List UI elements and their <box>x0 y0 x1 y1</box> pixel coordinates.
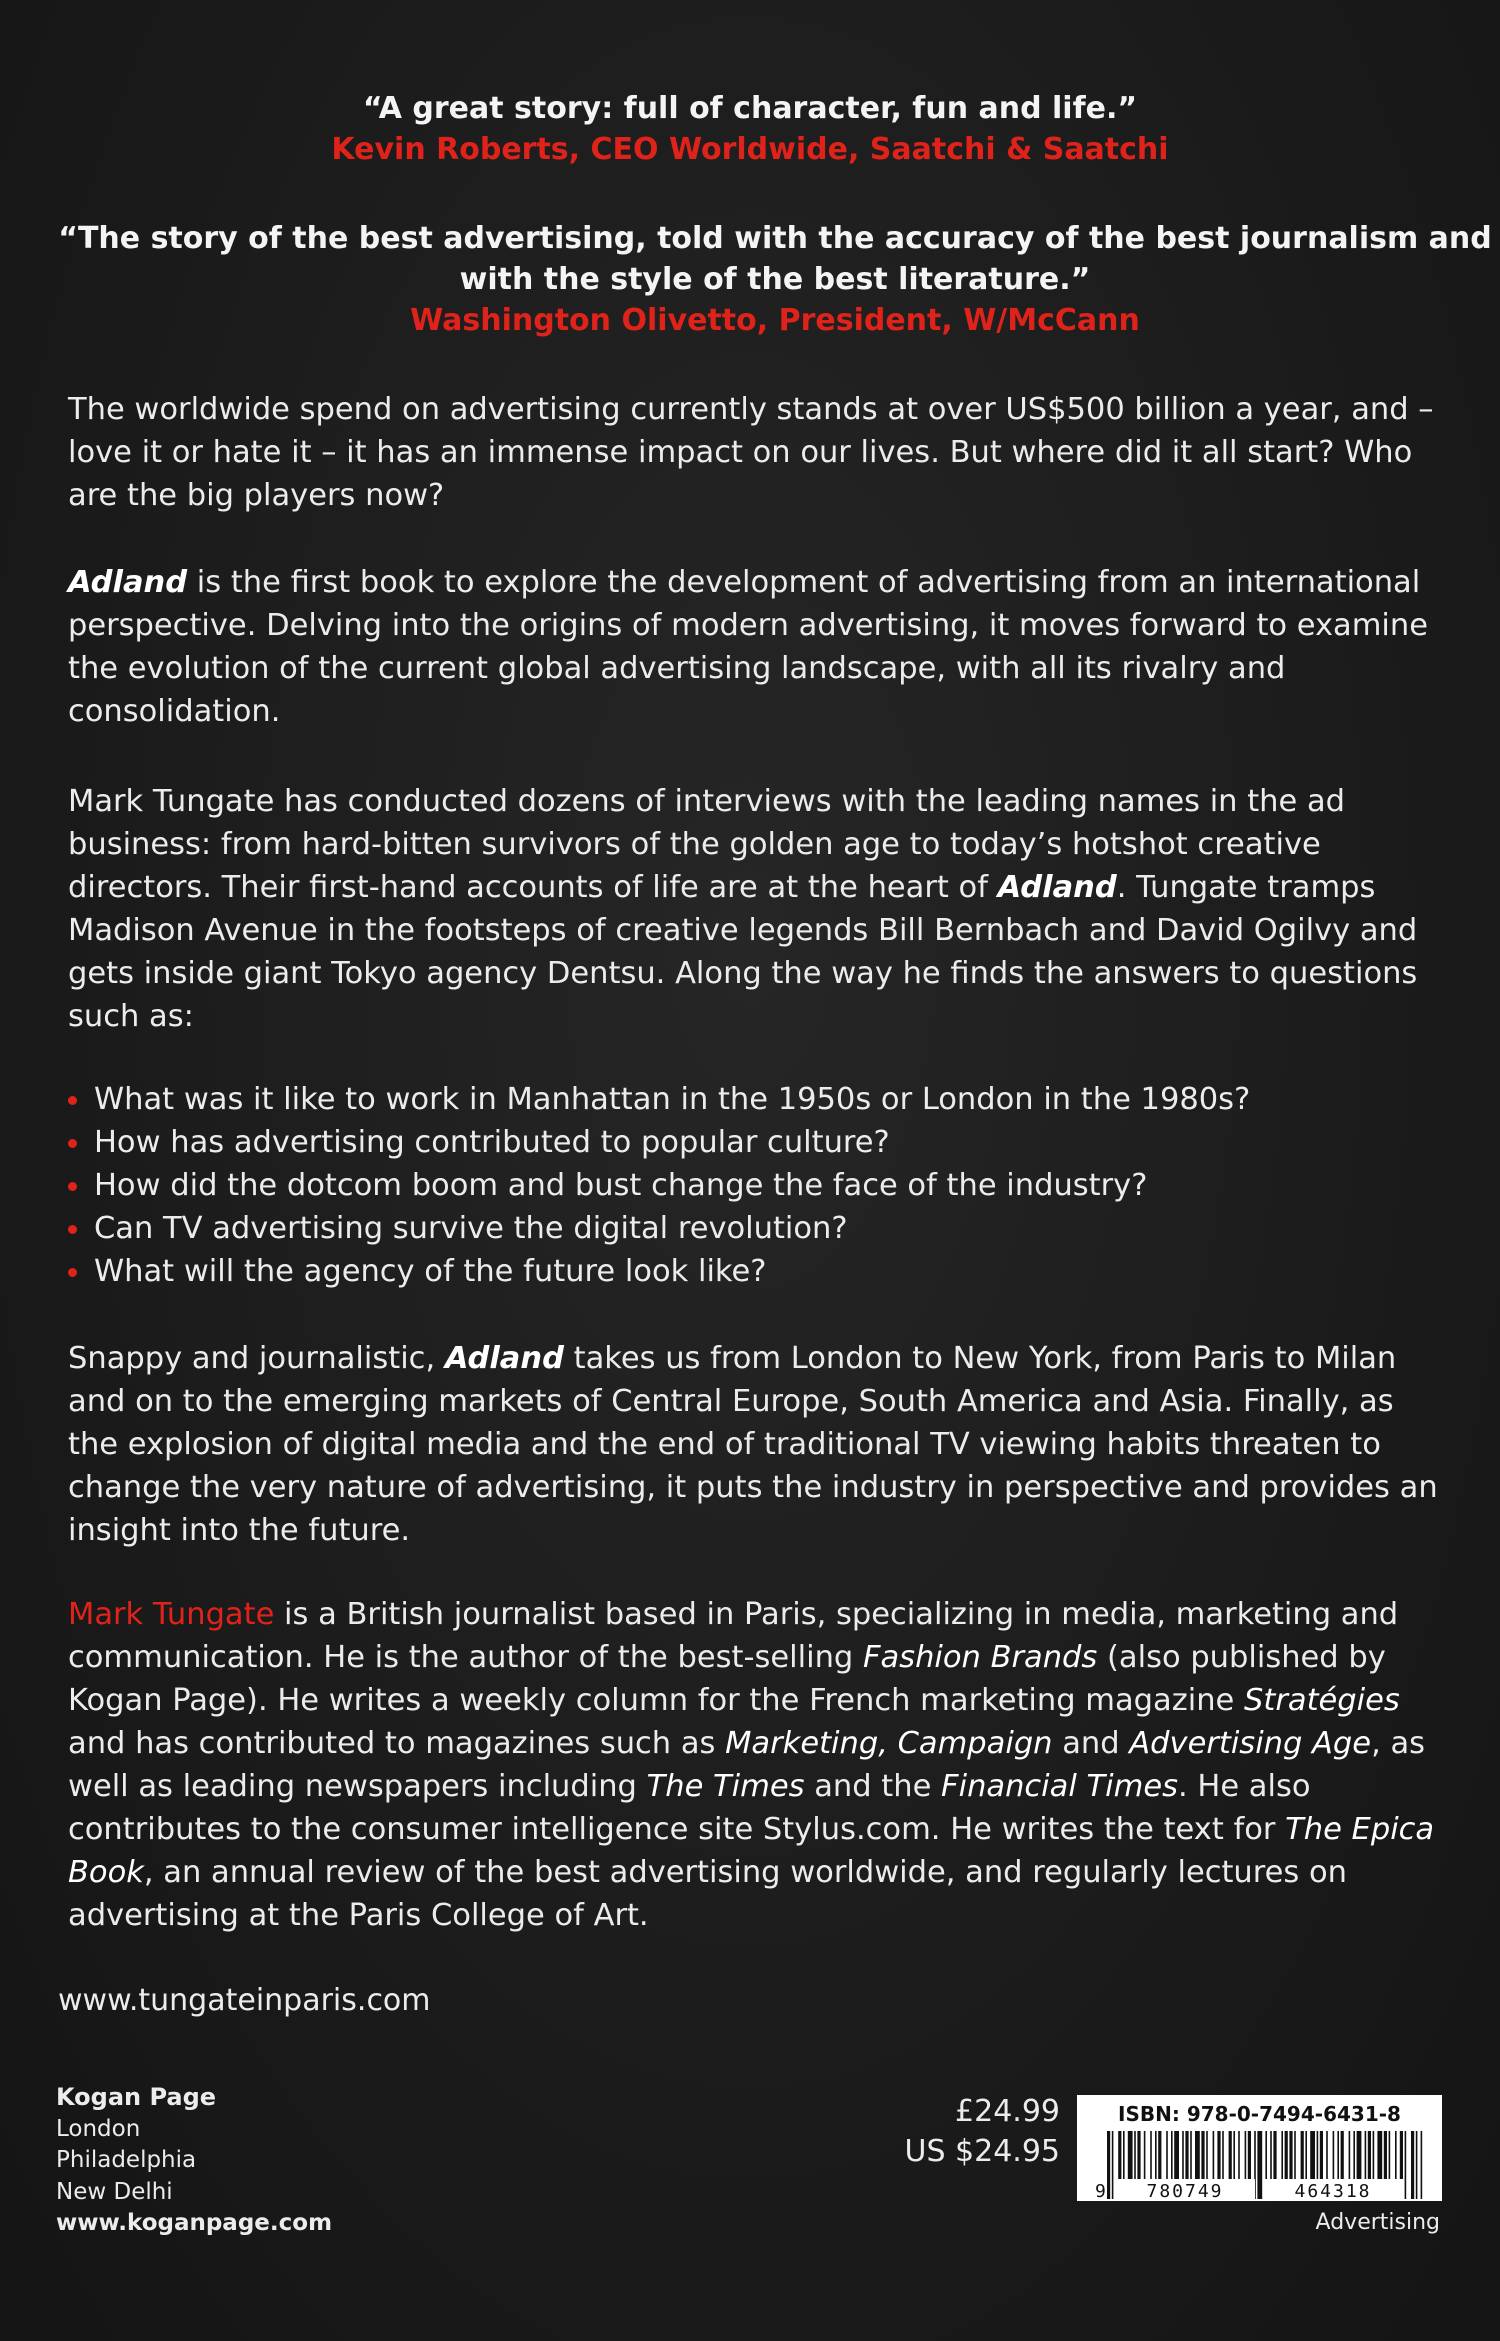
bio-title: Financial Times <box>941 1769 1178 1804</box>
barcode-bar <box>1257 2131 1262 2199</box>
description-paragraph <box>68 561 1453 733</box>
list-item <box>66 1207 1451 1250</box>
list-item <box>66 1250 1451 1293</box>
publisher-url: www.koganpage.com <box>56 2210 333 2236</box>
bullet-icon <box>68 1182 77 1191</box>
quote-2-text-line1: “The story of the best advertising, told with the accuracy of the best journalism and <box>58 221 1492 256</box>
barcode-bar <box>1405 2131 1407 2199</box>
author-website: www.tungateinparis.com <box>58 1983 431 2018</box>
barcode-left-digits: 780749 <box>1146 2181 1224 2199</box>
book-title: Adland <box>997 870 1117 905</box>
bullet-icon <box>68 1139 77 1148</box>
question-text: How has advertising contributed to popular culture? <box>94 1125 890 1160</box>
list-item <box>66 1121 1451 1164</box>
description-text: is the first book to explore the development of advertising from an international perspective. Delving into the origins of modern advertising, it moves forward to examine the evolution of the current global advertising landscape, with all its rivalry and consolidation. <box>68 565 1429 729</box>
barcode-bar <box>1107 2131 1110 2199</box>
barcode-bar <box>1112 2131 1114 2199</box>
quote-1-attribution: Kevin Roberts, CEO Worldwide, Saatchi & Saatchi <box>331 132 1169 167</box>
bullet-icon <box>68 1268 77 1277</box>
questions-list <box>66 1078 1451 1293</box>
question-text: Can TV advertising survive the digital revolution? <box>94 1211 848 1246</box>
bio-text: and has contributed to magazines such as <box>68 1726 726 1761</box>
category-label: Advertising <box>1315 2210 1440 2235</box>
isbn-label: ISBN: 978-0-7494-6431-8 <box>1118 2102 1401 2126</box>
bio-text: , as well as leading newspapers including <box>68 1726 1426 1804</box>
author-name: Mark Tungate <box>68 1597 275 1632</box>
quote-2-attribution: Washington Olivetto, President, W/McCann <box>410 303 1140 338</box>
publisher-city: Philadelphia <box>56 2147 197 2173</box>
bio-title: The Epica Book <box>68 1812 1435 1890</box>
barcode-bar <box>1411 2131 1414 2199</box>
list-item <box>66 1078 1451 1121</box>
summary-text-1: Snappy and journalistic, <box>68 1341 445 1376</box>
summary-text-2: takes us from London to New York, from Paris to Milan and on to the emerging markets of Central Europe, South America and Asia. Finally, as the explosion of digital media and the end of traditional TV viewing habits threaten to change the very nature of advertising, it puts the industry in perspective and provides an insight into the future. <box>68 1341 1438 1548</box>
quote-1 <box>0 88 1500 170</box>
price-us: US $24.95 <box>904 2134 1060 2169</box>
barcode-bar <box>1421 2131 1423 2199</box>
publisher-city: London <box>56 2115 141 2142</box>
bio-text: , an annual review of the best advertising worldwide, and regularly lectures on advertising at the Paris College of Art. <box>68 1855 1347 1933</box>
quote-1-text: “A great story: full of character, fun and life.” <box>362 91 1138 126</box>
barcode <box>1077 2095 1442 2201</box>
question-text: How did the dotcom boom and bust change the face of the industry? <box>94 1168 1148 1203</box>
quote-2 <box>0 218 1500 341</box>
interviews-text-1: Mark Tungate has conducted dozens of interviews with the leading names in the ad business: from hard-bitten survivors of the golden age to today’s hotshot creative directors. Their first-hand accounts of life are at the heart of <box>68 784 1346 905</box>
bio-text: . He also contributes to the consumer intelligence site Stylus.com. He writes the text for <box>68 1769 1311 1847</box>
bio-title: Fashion Brands <box>862 1640 1098 1675</box>
bio-text: (also published by Kogan Page). He writes a weekly column for the French marketing magazine <box>68 1640 1386 1718</box>
bio-title: Stratégies <box>1244 1683 1400 1718</box>
summary-paragraph <box>68 1337 1453 1552</box>
quote-2-text-line2: with the style of the best literature.” <box>459 262 1091 297</box>
question-text: What was it like to work in Manhattan in the 1950s or London in the 1980s? <box>94 1082 1251 1117</box>
barcode-bar <box>1416 2131 1418 2199</box>
book-title: Adland <box>444 1341 564 1376</box>
book-title: Adland <box>68 565 188 600</box>
bio-title: Marketing, Campaign <box>725 1726 1053 1761</box>
barcode-right-digits: 464318 <box>1294 2181 1372 2199</box>
bio-text: and the <box>804 1769 942 1804</box>
list-item <box>66 1164 1451 1207</box>
price-uk: £24.99 <box>955 2094 1060 2129</box>
bio-text: and <box>1052 1726 1130 1761</box>
price-block <box>904 2092 1060 2172</box>
bio-title: Advertising Age <box>1129 1726 1372 1761</box>
interviews-paragraph <box>68 780 1453 1038</box>
barcode-bars <box>1089 2131 1430 2199</box>
bio-title: The Times <box>646 1769 805 1804</box>
bullet-icon <box>68 1096 77 1105</box>
question-text: What will the agency of the future look like? <box>94 1254 767 1289</box>
author-bio <box>68 1593 1453 1937</box>
publisher-city: New Delhi <box>56 2178 173 2205</box>
interviews-text-2: . Tungate tramps Madison Avenue in the footsteps of creative legends Bill Bernbach and David Ogilvy and gets inside giant Tokyo agency Dentsu. Along the way he finds the answers to questions such as: <box>68 870 1418 1034</box>
bullet-icon <box>68 1225 77 1234</box>
publisher-block <box>56 2082 332 2240</box>
bio-text: is a British journalist based in Paris, specializing in media, marketing and communication. He is the author of the best-selling <box>68 1597 1399 1675</box>
publisher-name: Kogan Page <box>56 2083 217 2111</box>
barcode-first-digit: 9 <box>1095 2181 1106 2199</box>
intro-paragraph: The worldwide spend on advertising currently stands at over US$500 billion a year, and – love it or hate it – it has an immense impact on our lives. But where did it all start? Who are the big players now? <box>68 392 1434 513</box>
